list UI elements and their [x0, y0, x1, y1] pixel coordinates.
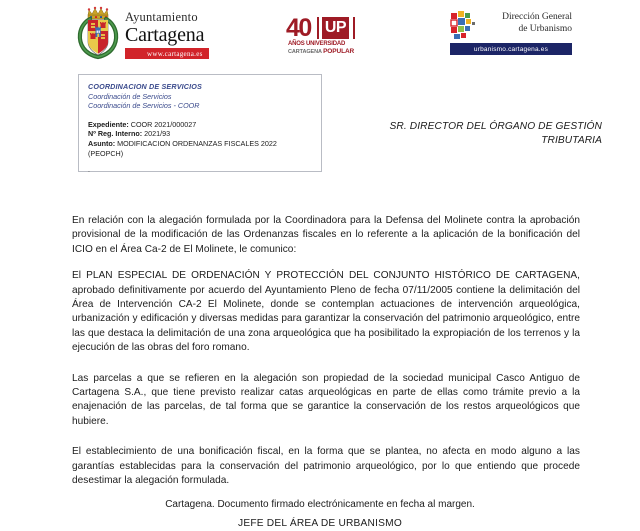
cartagena-coat-of-arms-icon [76, 6, 120, 60]
urbanismo-website-url: urbanismo.cartagena.es [450, 43, 572, 55]
stamp-expediente-label: Expediente: [88, 119, 129, 129]
urbanismo-wordmark [485, 12, 572, 35]
addressee-line2: TRIBUTARIA [541, 135, 602, 146]
up-subtitle-city: CARTAGENA [288, 49, 324, 55]
stamp-field-asunto [88, 139, 312, 149]
stamp-asunto-value: MODIFICACION ORDENANZAS FISCALES 2022 [117, 138, 277, 148]
logo-universidad-popular-40 [286, 16, 364, 56]
up-left-bar-icon [317, 17, 319, 39]
footer-signatory-title: JEFE DEL ÁREA DE URBANISMO [238, 518, 402, 529]
up-subtitle-line1: AÑOS UNIVERSIDAD [288, 41, 346, 47]
body-paragraph-3: Las parcelas a que se refieren en la alegación son propiedad de la sociedad municipal Casco Antiguo de Cartagena S.A., que tiene previsto realizar catas arqueológicas en parte de ellas como trámite previo a la enajenación de las parcelas, de tal forma que se garantice la conservación de los restos arqueológicos que hubiere. [72, 372, 580, 427]
logo-ayuntamiento-cartagena [76, 6, 276, 62]
stamp-asunto-label: Asunto: [88, 138, 116, 148]
cartagena-website-url: www.cartagena.es [125, 48, 209, 59]
stamp-asunto-continuation: (PEOPCH) [88, 148, 124, 158]
cartagena-wordmark [125, 6, 209, 59]
body-paragraph-1: En relación con la alegación formulada por la Coordinadora para la Defensa del Molinete contra la aprobación provisional de la modificación de las Ordenanzas fiscales en lo referente a la aplicación de la bonificación del ICIO en el Área Ca-2 de El Molinete, le comunico: [72, 215, 580, 255]
up-right-bar-icon [353, 17, 355, 39]
document-body [72, 214, 580, 503]
stamp-registro-value: 2021/93 [144, 129, 171, 139]
stamp-heading-line2: Coordinación de Servicios [88, 91, 172, 101]
body-paragraph-4: El establecimiento de una bonificación fiscal, en la forma que se plantea, no afecta en modo alguno a las garantías establecidas para la conservación del patrimonio arqueológico, por lo que entiendo que procede desestimar la alegación formulada. [72, 446, 580, 487]
stamp-field-expediente [88, 120, 312, 130]
urbanismo-title-line1: Dirección General [502, 12, 572, 22]
stamp-department-heading [88, 82, 312, 111]
stamp-expediente-value: COOR 2021/000027 [130, 119, 197, 129]
addressee-block [340, 120, 602, 148]
stamp-heading-line3: Coordinación de Servicios - COOR [88, 101, 200, 111]
body-paragraph-2: El PLAN ESPECIAL DE ORDENACIÓN Y PROTECCIÓN DEL CONJUNTO HISTÓRICO DE CARTAGENA, aprobado definitivamente por acuerdo del Ayuntamiento Pleno de fecha 07/11/2005 contiene la delimitación del Área de Intervención CA-2 El Molinete, donde se contemplan actuaciones de intervención arqueológica, urbanización y edificación y diversas medidas para garantizar la conservación del patrimonio arqueológico, entre las que destaca la delimitación de una zona arqueológica que ha posibilitado la expropiación de los terrenos y la ejecución de las obras del foro romano. [72, 270, 580, 354]
document-footer [0, 498, 640, 531]
registry-stamp-box [78, 74, 322, 175]
logo-direccion-general-urbanismo [450, 10, 572, 58]
up-subtitle-line2 [288, 48, 354, 55]
stamp-registro-label: Nº Reg. Interno: [88, 129, 143, 139]
document-header [0, 0, 640, 68]
cartagena-ayuntamiento-label: Ayuntamiento [125, 10, 198, 24]
up-anniversary-number: 40 [286, 14, 311, 42]
addressee-line1: SR. DIRECTOR DEL ÓRGANO DE GESTIÓN [389, 121, 602, 132]
stamp-heading-line1: COORDINACION DE SERVICIOS [88, 82, 202, 91]
urbanismo-squares-mark-icon [450, 10, 480, 40]
footer-signature-note: Cartagena. Documento firmado electrónicamente en fecha al margen. [165, 499, 475, 510]
cartagena-name-label: Cartagena [125, 24, 205, 46]
stamp-field-registro [88, 129, 312, 139]
stamp-fields [88, 120, 312, 158]
up-acronym-badge: UP [322, 17, 349, 39]
urbanismo-title-line2: de Urbanismo [518, 23, 572, 34]
up-subtitle-popular: POPULAR [323, 48, 355, 55]
stamp-trailing-mark: . [88, 167, 90, 175]
